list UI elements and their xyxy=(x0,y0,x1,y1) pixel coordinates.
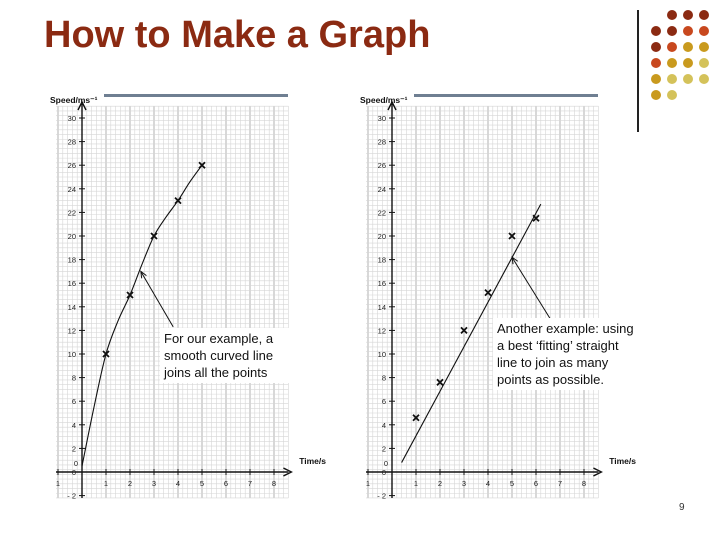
x-axis-label: Time/s xyxy=(299,456,326,466)
x-tick-label: 2 xyxy=(437,479,443,488)
y-tick-label: 30 xyxy=(67,114,76,123)
y-tick-label: 28 xyxy=(377,137,386,147)
right-callout-text: Another example: using a best ‘fitting’ straight line to join as many points as possible. xyxy=(493,318,641,390)
y-tick-label: - 2 xyxy=(67,491,76,501)
y-tick-label: 22 xyxy=(377,208,386,218)
y-tick-label: 16 xyxy=(67,279,76,289)
x-tick-label: 1 xyxy=(413,479,419,488)
right-graph xyxy=(356,90,646,530)
decorative-dot xyxy=(667,58,677,68)
decorative-dot xyxy=(651,74,661,84)
decorative-dot xyxy=(683,74,693,84)
x-tick-label: 7 xyxy=(557,479,563,488)
decorative-dot xyxy=(699,58,709,68)
y-tick-label: 16 xyxy=(377,279,386,289)
decorative-dot xyxy=(699,26,709,36)
slide-title: How to Make a Graph xyxy=(44,14,431,56)
y-tick-label: 20 xyxy=(67,232,76,241)
x-tick-label: 6 xyxy=(223,479,229,488)
x-tick-label: 3 xyxy=(461,479,467,488)
x-tick-label: 4 xyxy=(485,479,491,488)
y-tick-label: 18 xyxy=(67,255,76,265)
x-tick-label: 5 xyxy=(199,479,205,488)
y-tick-label: 26 xyxy=(67,161,76,171)
y-tick-label: 8 xyxy=(381,373,386,383)
y-axis-label: Speed/ms⁻¹ xyxy=(50,95,98,105)
y-tick-label: 4 xyxy=(381,420,386,430)
decorative-dot xyxy=(699,10,709,20)
page-number: 9 xyxy=(679,502,685,513)
y-tick-label: 22 xyxy=(67,208,76,218)
x-tick-label: 3 xyxy=(151,479,157,488)
x-tick-label: 8 xyxy=(581,479,587,488)
y-tick-label: 12 xyxy=(67,326,76,336)
y-tick-label: - 2 xyxy=(377,491,386,501)
y-tick-label: 24 xyxy=(67,184,76,194)
frame-bar xyxy=(414,94,598,97)
y-tick-label: 6 xyxy=(71,397,76,407)
decorative-dot xyxy=(683,42,693,52)
decorative-dot xyxy=(667,26,677,36)
x-tick-label: 1 xyxy=(103,479,109,488)
y-tick-label: 0 xyxy=(71,468,76,477)
decorative-dot xyxy=(651,58,661,68)
x-tick-label: 0 xyxy=(383,459,389,468)
decorative-dot-grid xyxy=(651,10,721,106)
x-tick-label: 8 xyxy=(271,479,277,488)
y-tick-label: 10 xyxy=(67,350,76,359)
y-tick-label: 4 xyxy=(71,420,76,430)
decorative-dot xyxy=(699,42,709,52)
x-tick-label: 5 xyxy=(509,479,515,488)
y-tick-label: 30 xyxy=(377,114,386,123)
y-axis-label: Speed/ms⁻¹ xyxy=(360,95,408,105)
x-tick-label: 1 xyxy=(365,479,371,488)
decorative-dot xyxy=(683,26,693,36)
chart-svg xyxy=(46,90,336,530)
x-tick-label: 6 xyxy=(533,479,539,488)
decorative-dot xyxy=(683,58,693,68)
decorative-dot xyxy=(651,90,661,100)
x-tick-label: 7 xyxy=(247,479,253,488)
y-tick-label: 26 xyxy=(377,161,386,171)
y-tick-label: 28 xyxy=(67,137,76,147)
y-tick-label: 12 xyxy=(377,326,386,336)
left-callout-text: For our example, a smooth curved line joins all the points xyxy=(160,328,298,383)
left-graph xyxy=(46,90,336,530)
y-tick-label: 8 xyxy=(71,373,76,383)
chart-svg xyxy=(356,90,646,530)
y-tick-label: 0 xyxy=(381,468,386,477)
x-tick-label: 4 xyxy=(175,479,181,488)
callout-arrow-head xyxy=(141,271,147,278)
decorative-dot xyxy=(651,42,661,52)
y-tick-label: 2 xyxy=(71,444,76,454)
y-tick-label: 14 xyxy=(377,302,386,312)
decorative-dot xyxy=(667,90,677,100)
decorative-dot xyxy=(667,74,677,84)
decorative-dot xyxy=(667,42,677,52)
x-tick-label: 2 xyxy=(127,479,133,488)
y-tick-label: 18 xyxy=(377,255,386,265)
y-tick-label: 14 xyxy=(67,302,76,312)
y-tick-label: 2 xyxy=(381,444,386,454)
x-tick-label: 1 xyxy=(55,479,61,488)
decorative-dot xyxy=(667,10,677,20)
x-axis-label: Time/s xyxy=(609,456,636,466)
y-tick-label: 6 xyxy=(381,397,386,407)
x-tick-label: 0 xyxy=(73,459,79,468)
y-tick-label: 24 xyxy=(377,184,386,194)
decorative-dot xyxy=(651,26,661,36)
frame-bar xyxy=(104,94,288,97)
decorative-dot xyxy=(699,74,709,84)
y-tick-label: 20 xyxy=(377,232,386,241)
decorative-dot xyxy=(683,10,693,20)
y-tick-label: 10 xyxy=(377,350,386,359)
